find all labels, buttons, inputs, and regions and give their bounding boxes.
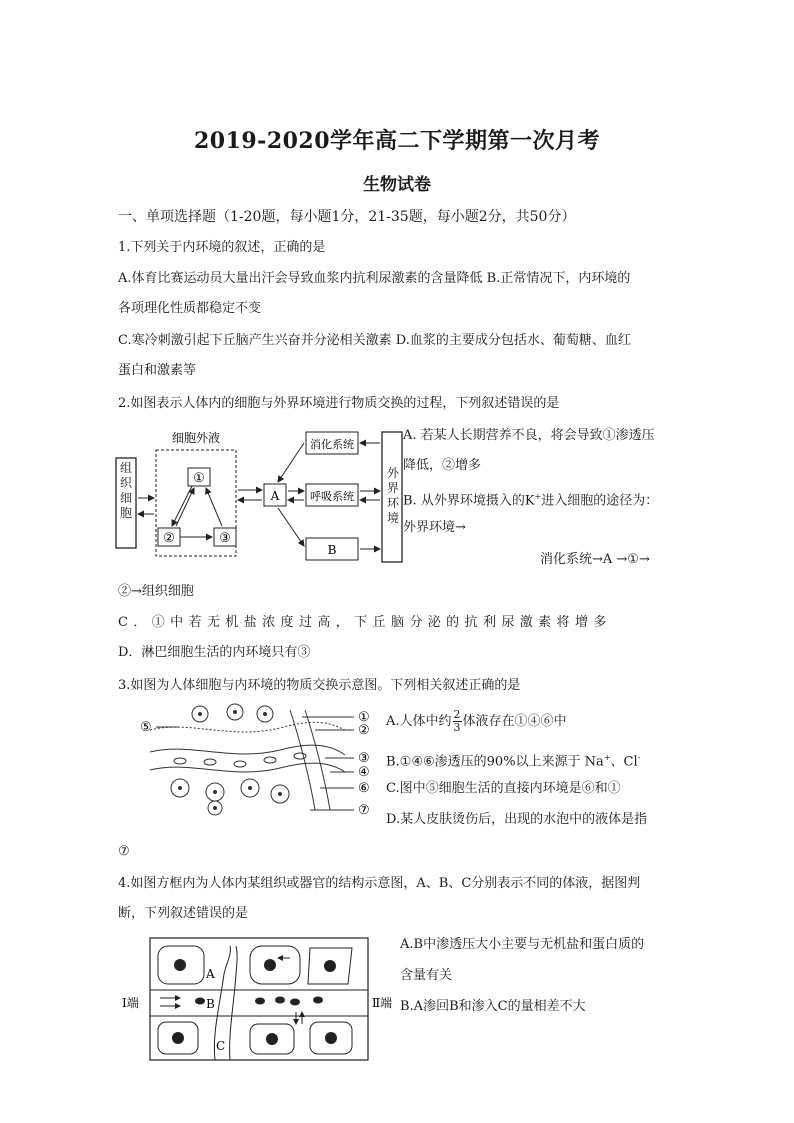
box-b-label: B bbox=[327, 543, 337, 557]
q3-option-a: A.人体中约 $\frac{2}{3}$ 体液存在①④⑥中 bbox=[386, 708, 567, 734]
fluid-3-label: ③ bbox=[219, 531, 231, 546]
q4-stem-line1: 4.如图方框内为人体内某组织或器官的结构示意图，A、B、C分别表示不同的体液，据图判 bbox=[118, 876, 641, 891]
q1-stem: 1.下列关于内环境的叙述，正确的是 bbox=[118, 240, 326, 255]
q2-option-b-line1: B. 从外界环境摄入的K+进入细胞的途径为： bbox=[403, 492, 659, 509]
q4-option-a-line2: 含量有关 bbox=[400, 968, 453, 983]
section-heading: 一、单项选择题（1-20题，每小题1分，21-35题，每小题2分，共50分） bbox=[118, 209, 576, 225]
q1-option-b-line2: 各项理化性质都稳定不变 bbox=[118, 301, 262, 316]
q1-option-a-b-line1: A.体育比赛运动员大量出汗会导致血浆内抗利尿激素的含量降低 B.正常情况下，内环境的 bbox=[118, 271, 631, 286]
q3-label-7: ⑦ bbox=[358, 803, 370, 818]
q3-option-c: C.图中⑤细胞生活的直接内环境是⑥和① bbox=[386, 781, 621, 796]
q2-option-b-line4: ②→组织细胞 bbox=[118, 584, 194, 599]
q2-option-c: C．①中若无机盐浓度过高，下丘脑分泌的抗利尿激素将增多 bbox=[118, 615, 612, 630]
q3-label-6: ⑥ bbox=[358, 781, 370, 796]
q3-option-d-line1: D.某人皮肤烫伤后，出现的水泡中的液体是指 bbox=[386, 812, 648, 827]
fluid-2-label: ② bbox=[163, 531, 175, 546]
q4-stem-line2: 断，下列叙述错误的是 bbox=[118, 906, 249, 921]
external-environment-vertical-label: 外界环境 bbox=[386, 466, 399, 525]
q2-stem: 2.如图表示人体内的细胞与外界环境进行物质交换的过程，下列叙述错误的是 bbox=[118, 396, 560, 411]
q3-label-1: ① bbox=[358, 710, 370, 725]
q4-option-a-line1: A.B中渗透压大小主要与无机盐和蛋白质的 bbox=[400, 937, 645, 952]
q3-label-2: ② bbox=[358, 723, 370, 738]
q2-option-a-line2: 降低，②增多 bbox=[403, 458, 482, 473]
q1-option-c-d-line1: C.寒冷刺激引起下丘脑产生兴奋并分泌相关激素 D.血浆的主要成分包括水、葡萄糖、血红 bbox=[118, 333, 631, 348]
page-title: 2019-2020学年高二下学期第一次月考 bbox=[193, 128, 601, 154]
q1-option-d-line2: 蛋白和激素等 bbox=[118, 363, 197, 378]
tissue-cells-vertical-label: 组织细胞 bbox=[119, 461, 132, 520]
q2-option-a-line1: A. 若某人长期营养不良，将会导致①渗透压 bbox=[403, 428, 655, 443]
extracellular-fluid-label: 细胞外液 bbox=[171, 431, 221, 445]
q4-end-1: Ⅰ端 bbox=[122, 996, 139, 1010]
q4-end-2: Ⅱ端 bbox=[372, 996, 393, 1010]
q3-label-4: ④ bbox=[358, 765, 370, 780]
q3-figure bbox=[140, 700, 380, 818]
page-subtitle: 生物试卷 bbox=[363, 175, 431, 195]
q2-option-b-line2: 外界环境→ bbox=[403, 520, 466, 535]
q4-figure bbox=[120, 934, 393, 1064]
digestive-system-label: 消化系统 bbox=[310, 438, 354, 451]
q2-figure bbox=[114, 428, 404, 568]
q3-option-b: B.①④⑥渗透压的90%以上来源于 Na+、Cl- bbox=[386, 753, 641, 770]
fluid-1-label: ① bbox=[193, 471, 205, 486]
q3-label-3: ③ bbox=[358, 751, 370, 766]
q4-label-a: A bbox=[206, 967, 215, 981]
respiratory-system-label: 呼吸系统 bbox=[310, 490, 354, 503]
q3-option-d-line2: ⑦ bbox=[118, 844, 130, 859]
q3-label-5: ⑤ bbox=[140, 720, 152, 735]
q3-stem: 3.如图为人体细胞与内环境的物质交换示意图。下列相关叙述正确的是 bbox=[118, 678, 521, 693]
q4-label-b: B bbox=[206, 997, 215, 1011]
q2-option-b-line3: 消化系统→A →①→ bbox=[540, 552, 650, 567]
q4-option-b: B.A渗回B和渗入C的量相差不大 bbox=[400, 999, 586, 1014]
q4-label-c: C bbox=[216, 1039, 226, 1053]
q2-option-d: D．淋巴细胞生活的内环境只有③ bbox=[118, 645, 311, 660]
box-a-label: A bbox=[270, 489, 280, 503]
